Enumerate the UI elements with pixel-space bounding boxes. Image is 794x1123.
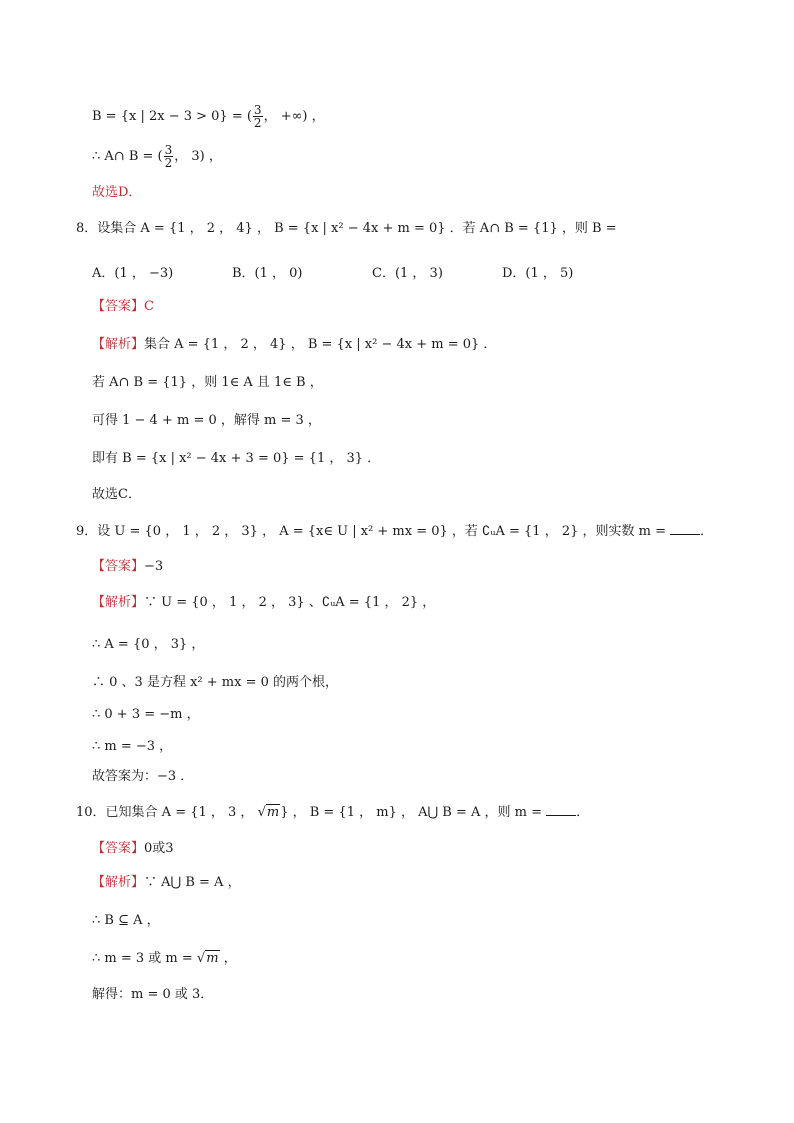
q9-analysis-4: ∴ 0 + 3 = −m ， (92, 707, 200, 722)
q8-option-d: D．(1 ， 5) (502, 266, 574, 281)
q8-conclusion: 故选C． (92, 487, 141, 502)
q10-analysis-1: 【解析】∵ A⋃ B = A ， (92, 875, 241, 890)
answer-value: −3 (144, 559, 164, 574)
answer-blank (670, 522, 700, 535)
q9-answer (92, 558, 163, 576)
analysis-tag: 【解析】 (92, 595, 145, 610)
q7-conclusion: 故选D． (92, 185, 142, 200)
analysis-tag: 【解析】 (92, 337, 145, 352)
analysis-tag: 【解析】 (92, 875, 145, 890)
sqrt-radicand: m (266, 805, 280, 820)
answer-blank (546, 803, 576, 816)
q9-analysis-5: ∴ m = −3 ， (92, 739, 173, 754)
q10-analysis-2: ∴ B ⊆ A ， (92, 913, 160, 928)
sqrt-symbol: √ (257, 805, 266, 820)
q7-intersection-line: ∴ A∩ B = ( $\frac{3}{2}$ ， 3) ， (92, 143, 222, 170)
q9-analysis-2: ∴ A = {0 ， 3} ， (92, 637, 205, 652)
answer-tag: 【答案】 (92, 299, 145, 314)
q10-question: 10．已知集合 A = {1 ， 3 ， √m} ， B = {1 ， m} ， A⋃ B = A ，则 m = ． (76, 805, 590, 820)
q8-analysis-1: 【解析】集合 A = {1 ， 2 ， 4} ， B = {x | x² − 4x + m = 0} ． (92, 337, 497, 352)
q8-question: 8．设集合 A = {1 ， 2 ， 4} ， B = {x | x² − 4x + m = 0} ．若 A∩ B = {1} ，则 B = (76, 221, 617, 236)
fraction: $\frac{3}{2}$ (164, 143, 173, 170)
answer-value: 0或3 (144, 841, 174, 856)
q9-conclusion: 故答案为：−3 ． (92, 769, 194, 784)
answer-tag: 【答案】 (92, 841, 145, 856)
q8-analysis-4: 即有 B = {x | x² − 4x + 3 = 0} = {1 ， 3} ． (92, 451, 381, 466)
answer-value: C (144, 299, 154, 314)
q9-question: 9．设 U = {0 ， 1 ， 2 ， 3} ， A = {x∈ U | x² + mx = 0} ，若 ∁ᵤA = {1 ， 2} ，则实数 m = ． (76, 524, 714, 539)
answer-tag: 【答案】 (92, 559, 145, 574)
q8-option-c: C．(1 ， 3) (372, 266, 443, 281)
q7-set-b-text: B = {x | 2x − 3 > 0} = ( (92, 109, 252, 124)
q10-analysis-3: ∴ m = 3 或 m = √m ， (92, 951, 237, 966)
q8-analysis-2: 若 A∩ B = {1} ，则 1∈ A 且 1∈ B ， (92, 375, 323, 390)
q8-answer (92, 298, 154, 316)
sqrt-symbol: √ (196, 951, 206, 966)
q8-option-b: B．(1 ， 0) (232, 266, 303, 281)
q10-answer (92, 840, 174, 858)
q9-analysis-1: 【解析】∵ U = {0 ， 1 ， 2 ， 3} 、∁ᵤA = {1 ， 2} ， (92, 595, 436, 610)
q8-option-a: A．(1 ， −3) (92, 266, 174, 281)
q7-set-b-line: B = {x | 2x − 3 > 0} = ( $\frac{3}{2}$ ， +∞) ， (92, 103, 325, 130)
q9-analysis-3: ∴ 0 、3 是方程 x² + mx = 0 的两个根， (92, 675, 338, 690)
q10-analysis-4: 解得：m = 0 或 3． (92, 987, 214, 1002)
q8-analysis-3: 可得 1 − 4 + m = 0 ，解得 m = 3 ， (92, 413, 321, 428)
sqrt-radicand: m (206, 951, 219, 966)
fraction: $\frac{3}{2}$ (253, 103, 262, 130)
